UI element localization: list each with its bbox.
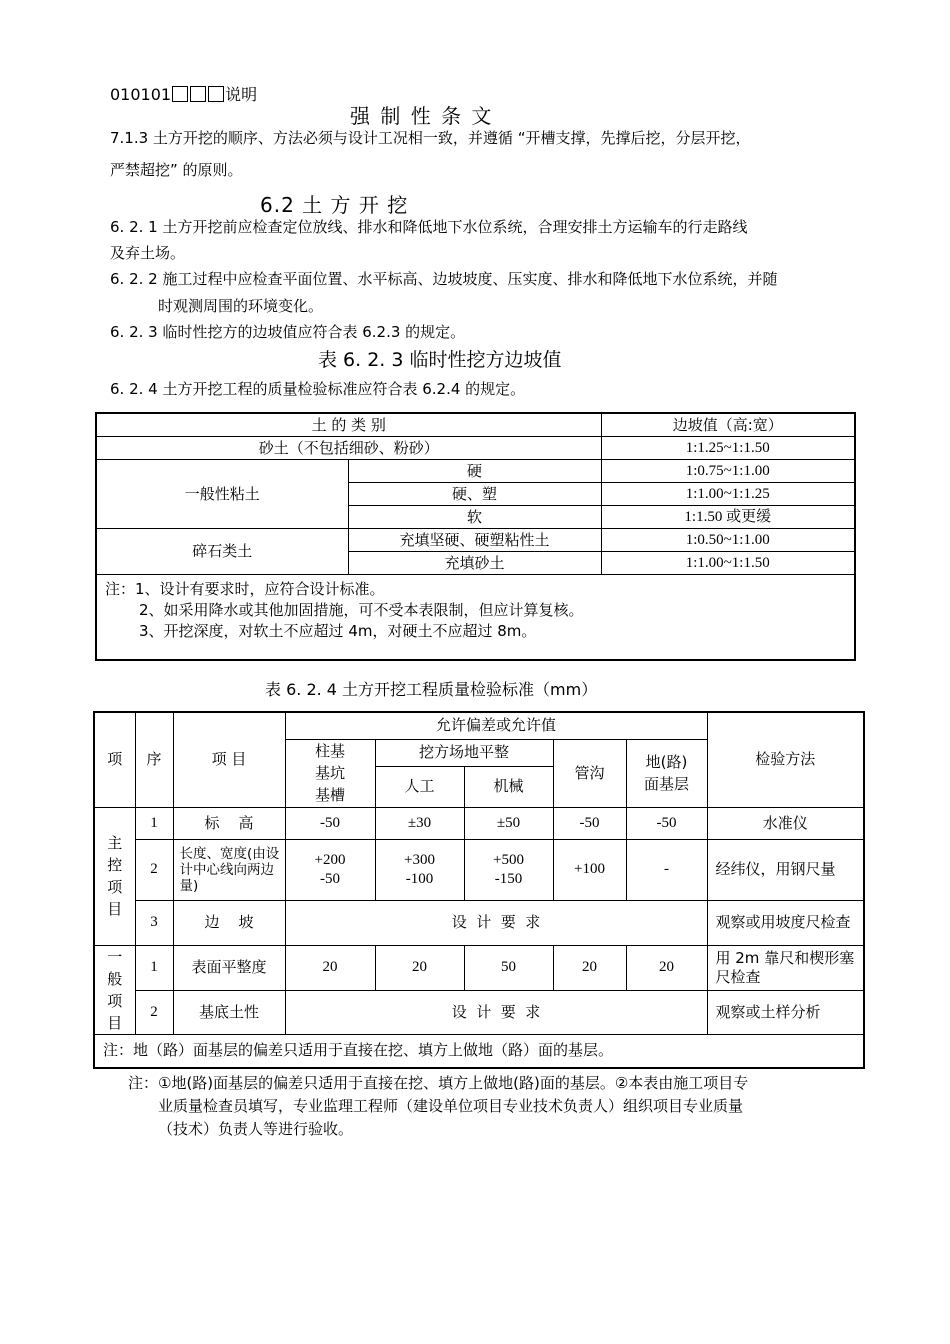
para-621-line1: 6. 2. 1 土方开挖前应检查定位放线、排水和降低地下水位系统，合理安排土方运输车的行走路线 bbox=[110, 218, 748, 236]
table-row bbox=[94, 990, 864, 1034]
cell-pile bbox=[285, 839, 375, 900]
cell-value: -50 bbox=[320, 870, 340, 887]
header-item: 项 bbox=[94, 712, 135, 807]
doc-code: 010101 bbox=[110, 85, 172, 104]
row-seq: 3 bbox=[135, 900, 173, 945]
header-trench: 管沟 bbox=[553, 739, 626, 807]
slope-value: 1:0.50~1:1.00 bbox=[601, 529, 855, 552]
soil-sub: 硬、塑 bbox=[348, 483, 601, 506]
header-pile-line: 基坑 bbox=[314, 764, 345, 782]
table-row bbox=[94, 945, 864, 990]
cell-method: 观察或用坡度尺检查 bbox=[707, 900, 864, 945]
cell-pile: 20 bbox=[285, 945, 375, 990]
cell-machine: ±50 bbox=[464, 807, 553, 839]
table-624-title: 表 6. 2. 4 土方开挖工程质量检验标准（mm） bbox=[265, 680, 598, 699]
para-623: 6. 2. 3 临时性挖方的边坡值应符合表 6.2.3 的规定。 bbox=[110, 323, 466, 341]
group-general bbox=[94, 945, 135, 1034]
table-header-row bbox=[94, 712, 864, 739]
footer-note-line3: （技术）负责人等进行验收。 bbox=[158, 1120, 354, 1138]
row-seq: 1 bbox=[135, 807, 173, 839]
cell-manual bbox=[375, 839, 464, 900]
footer-note-line2: 业质量检查员填写，专业监理工程师（建设单位项目专业技术负责人）组织项目专业质量 bbox=[158, 1097, 744, 1115]
row-seq: 2 bbox=[135, 839, 173, 900]
soil-sub: 充填砂土 bbox=[348, 552, 601, 575]
row-name: 表面平整度 bbox=[173, 945, 285, 990]
para-622-line1: 6. 2. 2 施工过程中应检查平面位置、水平标高、边坡坡度、压实度、排水和降低地下水位系统，并随 bbox=[110, 270, 778, 288]
soil-group-gravel: 碎石类土 bbox=[96, 529, 348, 575]
note-line-3: 3、开挖深度，对软土不应超过 4m，对硬土不应超过 8m。 bbox=[139, 622, 537, 640]
header-road-line: 地(路) bbox=[645, 753, 688, 771]
header-pile-line: 柱基 bbox=[314, 742, 345, 760]
slope-value: 1:0.75~1:1.00 bbox=[601, 460, 855, 483]
cell-road: -50 bbox=[626, 807, 707, 839]
slope-table bbox=[95, 412, 856, 661]
table-623-title: 表 6. 2. 3 临时性挖方边坡值 bbox=[318, 349, 562, 371]
section-62-title: 6.2 土 方 开 挖 bbox=[260, 193, 409, 217]
table-note bbox=[96, 575, 855, 661]
soil-group-clay: 一般性粘土 bbox=[96, 460, 348, 529]
group-char: 项 bbox=[107, 991, 123, 1010]
header-pile-line: 基槽 bbox=[314, 786, 345, 804]
doc-code-suffix: 说明 bbox=[225, 85, 258, 104]
cell-pile: -50 bbox=[285, 807, 375, 839]
cell-machine bbox=[464, 839, 553, 900]
cell-trench: -50 bbox=[553, 807, 626, 839]
slope-value: 1:1.25~1:1.50 bbox=[601, 437, 855, 460]
group-char: 控 bbox=[107, 856, 123, 874]
cell-design-required: 设 计 要 求 bbox=[285, 990, 707, 1034]
slope-value: 1:1.00~1:1.25 bbox=[601, 483, 855, 506]
mandatory-para-line2: 严禁超挖” 的原则。 bbox=[110, 161, 243, 179]
table-note-row bbox=[96, 575, 855, 661]
cell-value: -100 bbox=[405, 870, 434, 887]
table-row bbox=[94, 839, 864, 900]
cell-value: +200 bbox=[314, 851, 346, 868]
header-road-line: 面基层 bbox=[643, 775, 689, 793]
row-seq: 2 bbox=[135, 990, 173, 1034]
header-soil-type: 土 的 类 别 bbox=[96, 413, 601, 437]
cell-road: - bbox=[626, 839, 707, 900]
cell-manual: ±30 bbox=[375, 807, 464, 839]
cell-road: 20 bbox=[626, 945, 707, 990]
table-row bbox=[94, 900, 864, 945]
table-note: 注：地（路）面基层的偏差只适用于直接在挖、填方上做地（路）面的基层。 bbox=[94, 1034, 864, 1068]
para-622-line2: 时观测周围的环境变化。 bbox=[158, 297, 324, 315]
header-machine: 机械 bbox=[464, 766, 553, 807]
soil-sub: 软 bbox=[348, 506, 601, 529]
soil-sub: 充填坚硬、硬塑粘性土 bbox=[348, 529, 601, 552]
group-char: 项 bbox=[107, 878, 123, 896]
slope-value: 1:1.50 或更缓 bbox=[601, 506, 855, 529]
header-road-base bbox=[626, 739, 707, 807]
note-line-2: 2、如采用降水或其他加固措施，可不受本表限制，但应计算复核。 bbox=[139, 601, 584, 619]
cell-method: 用 2m 靠尺和楔形塞尺检查 bbox=[707, 945, 864, 990]
para-621-line2: 及弃土场。 bbox=[110, 244, 186, 262]
footer-note-line1: 注：①地(路)面基层的偏差只适用于直接在挖、填方上做地(路)面的基层。②本表由施工项目专 bbox=[128, 1074, 749, 1092]
cell-design-required: 设 计 要 求 bbox=[285, 900, 707, 945]
row-name: 边 坡 bbox=[173, 900, 285, 945]
group-char: 目 bbox=[107, 900, 123, 918]
slope-value: 1:1.00~1:1.50 bbox=[601, 552, 855, 575]
table-note-row bbox=[94, 1034, 864, 1068]
header-site-level: 挖方场地平整 bbox=[375, 739, 553, 766]
cell-machine: 50 bbox=[464, 945, 553, 990]
row-name: 基底土性 bbox=[173, 990, 285, 1034]
cell-value: +500 bbox=[493, 851, 524, 868]
table-row bbox=[94, 807, 864, 839]
table-header-row bbox=[96, 413, 855, 437]
group-char: 般 bbox=[107, 969, 123, 988]
cell-trench: +100 bbox=[553, 839, 626, 900]
quality-table bbox=[93, 711, 865, 1069]
table-row bbox=[96, 460, 855, 483]
header-pile bbox=[285, 739, 375, 807]
note-line-1: 注：1、设计有要求时，应符合设计标准。 bbox=[105, 580, 385, 598]
doc-code-header bbox=[110, 82, 257, 105]
para-624: 6. 2. 4 土方开挖工程的质量检验标准应符合表 6.2.4 的规定。 bbox=[110, 380, 526, 398]
soil-name: 砂土（不包括细砂、粉砂） bbox=[96, 437, 601, 460]
cell-method: 水准仪 bbox=[707, 807, 864, 839]
cell-value: -150 bbox=[494, 870, 523, 887]
mandatory-title: 强 制 性 条 文 bbox=[350, 104, 494, 128]
table-row bbox=[96, 529, 855, 552]
row-name: 标 高 bbox=[173, 807, 285, 839]
group-main-control bbox=[94, 807, 135, 945]
cell-manual: 20 bbox=[375, 945, 464, 990]
header-method: 检验方法 bbox=[707, 712, 864, 807]
cell-method: 经纬仪，用钢尺量 bbox=[707, 839, 864, 900]
header-slope-value: 边坡值（高:宽） bbox=[601, 413, 855, 437]
row-name: 长度、宽度(由设计中心线向两边量) bbox=[173, 839, 285, 900]
group-char: 目 bbox=[107, 1013, 123, 1032]
cell-trench: 20 bbox=[553, 945, 626, 990]
header-project: 项 目 bbox=[173, 712, 285, 807]
cell-value: +300 bbox=[404, 851, 435, 868]
group-char: 主 bbox=[107, 834, 123, 852]
header-seq: 序 bbox=[135, 712, 173, 807]
table-row bbox=[96, 437, 855, 460]
mandatory-para-line1: 7.1.3 土方开挖的顺序、方法必须与设计工况相一致，并遵循 “开槽支撑，先撑后挖，分层开挖， bbox=[110, 129, 751, 147]
header-manual: 人工 bbox=[375, 766, 464, 807]
cell-method: 观察或土样分析 bbox=[707, 990, 864, 1034]
soil-sub: 硬 bbox=[348, 460, 601, 483]
group-char: 一 bbox=[107, 947, 123, 966]
header-allowance: 允许偏差或允许值 bbox=[285, 712, 707, 739]
row-seq: 1 bbox=[135, 945, 173, 990]
